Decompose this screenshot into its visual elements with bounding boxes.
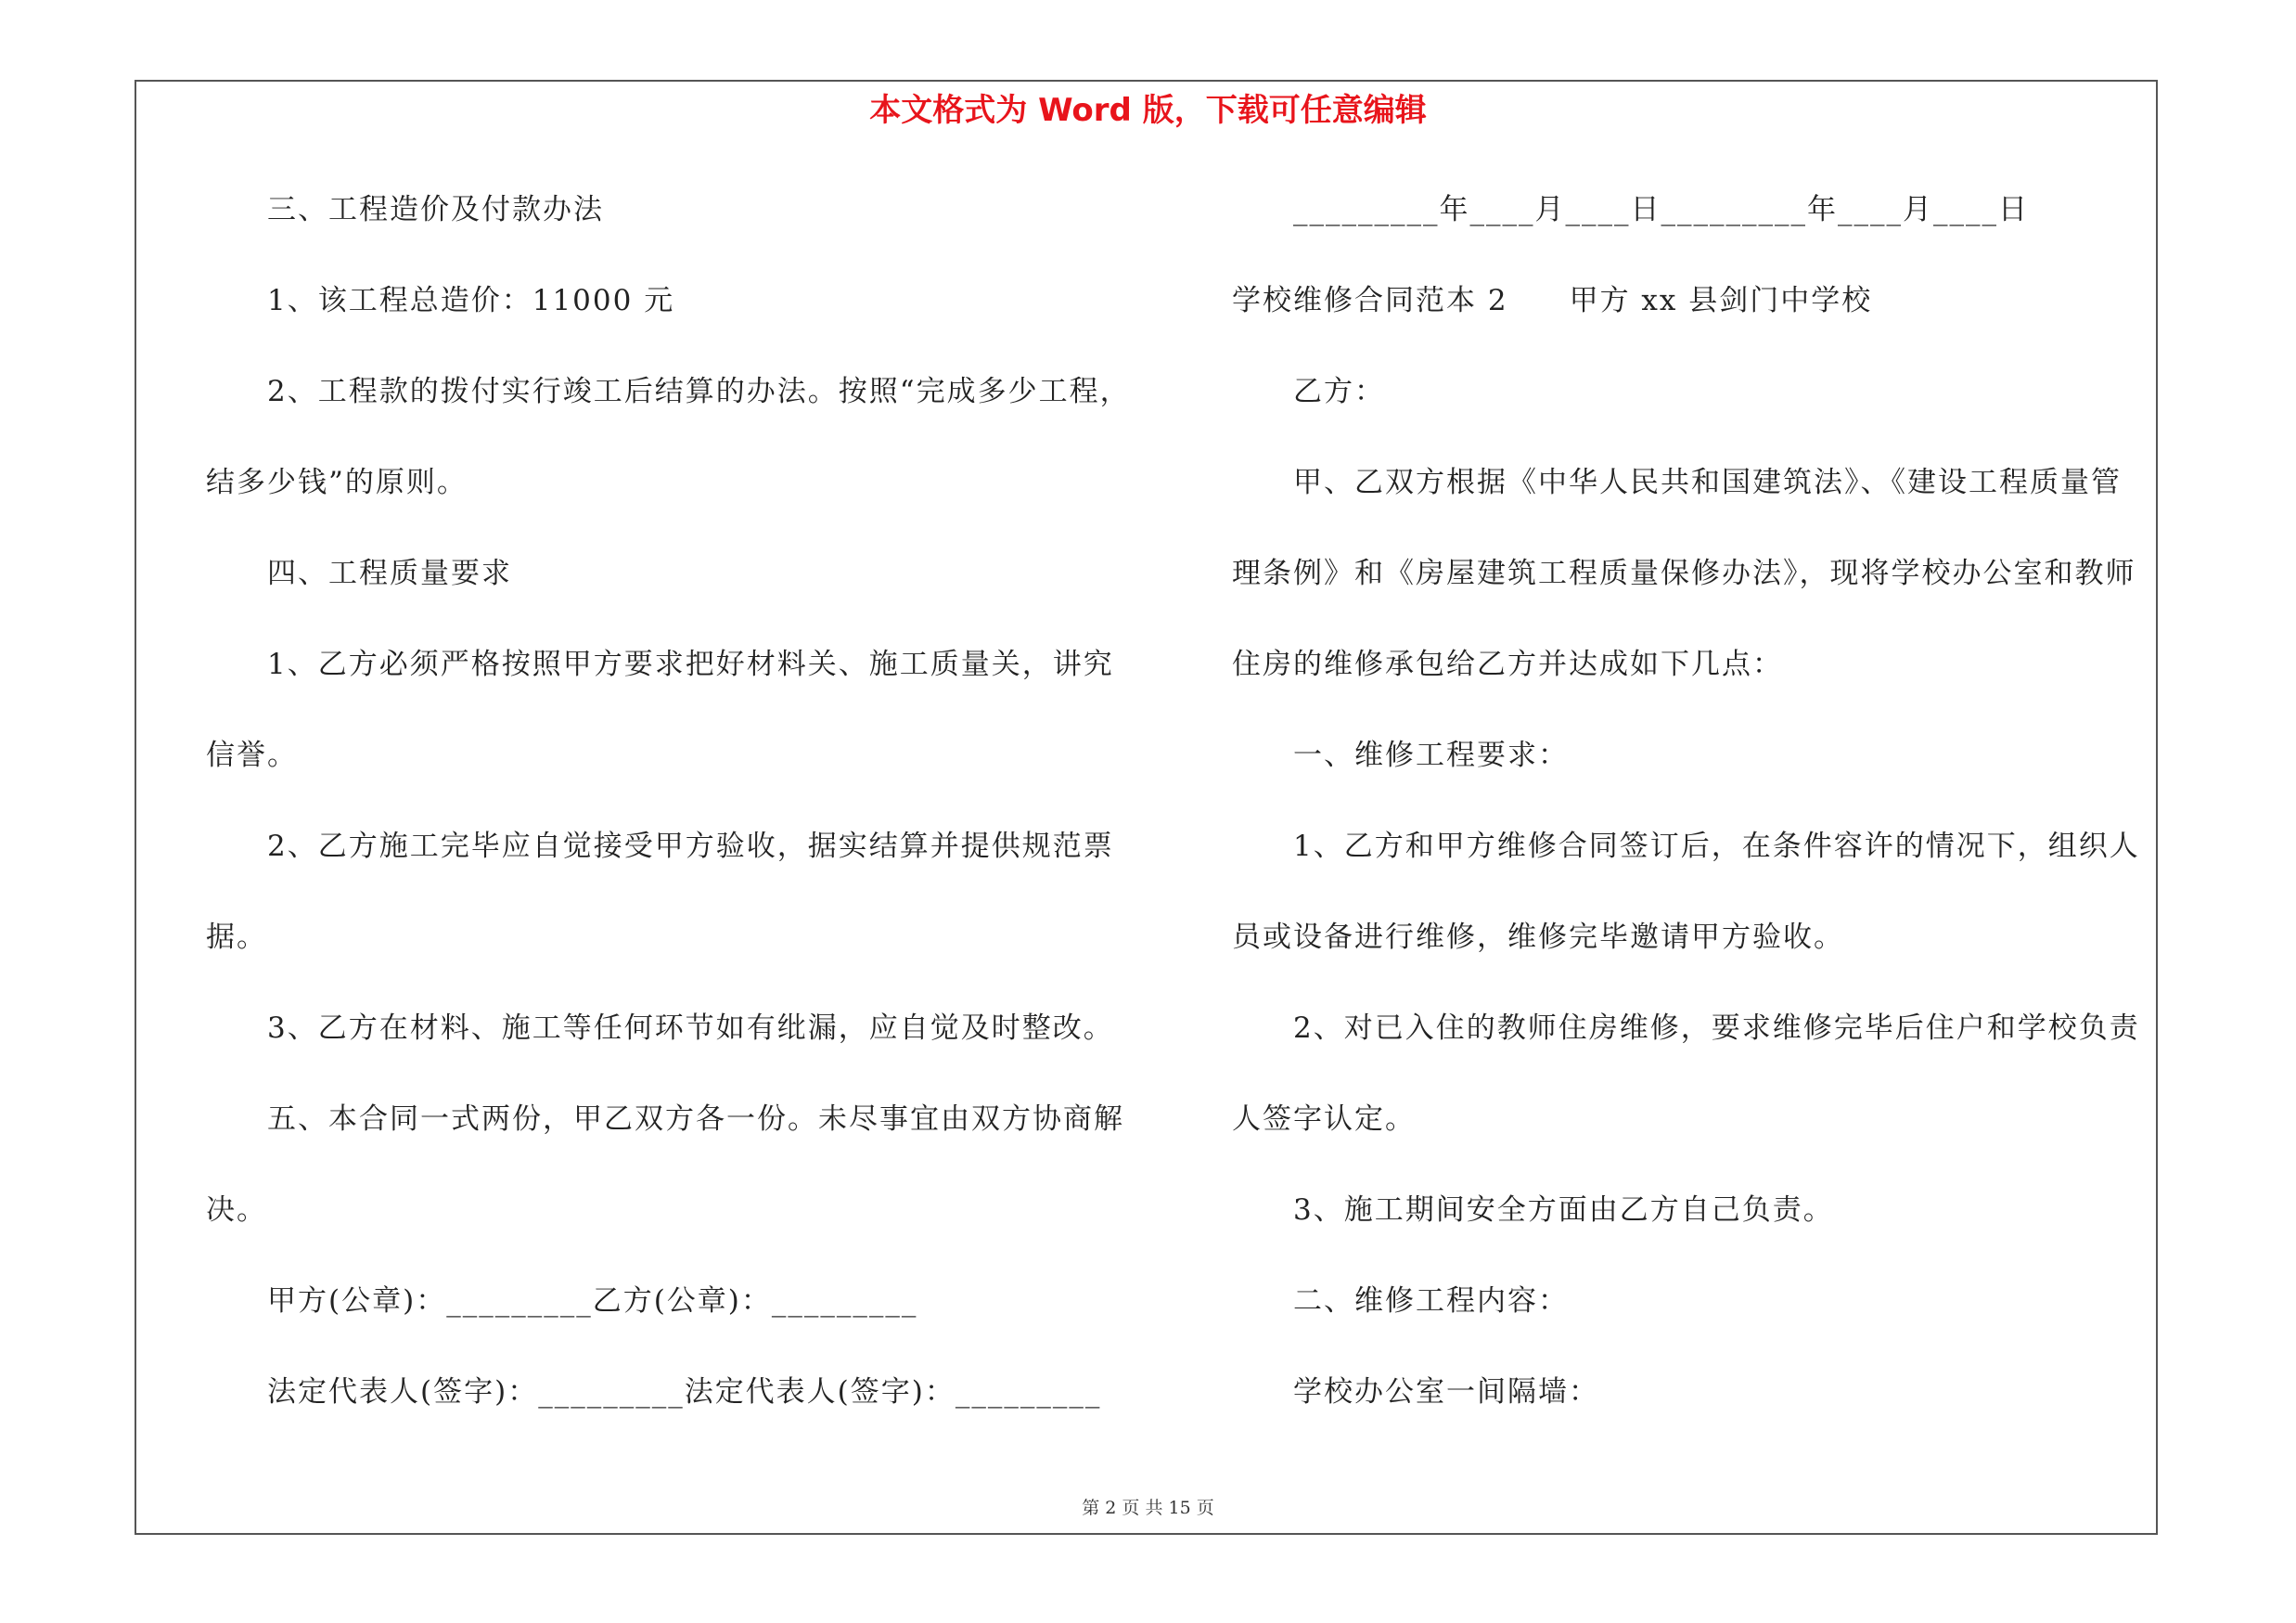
left-column (206, 184, 1143, 1457)
left-paragraph-line: 结多少钱”的原则。 (206, 466, 468, 499)
right-paragraph-line: 员或设备进行维修，维修完毕邀请甲方验收。 (1232, 921, 1844, 954)
left-paragraph-line: 据。 (206, 921, 267, 954)
right-paragraph-line: 理条例》和《房屋建筑工程质量保修办法》，现将学校办公室和教师 (1232, 557, 2136, 590)
left-paragraph-line: 3、乙方在材料、施工等任何环节如有纰漏，应自觉及时整改。 (267, 1011, 1114, 1045)
page-number: 第 2 页 共 15 页 (1082, 1498, 1214, 1518)
left-paragraph-line: 甲方(公章)：_________乙方(公章)：_________ (267, 1284, 918, 1318)
right-paragraph-line: 1、乙方和甲方维修合同签订后，在条件容许的情况下，组织人 (1293, 830, 2140, 863)
left-paragraph-line: 法定代表人(签字)：_________法定代表人(签字)：_________ (267, 1375, 1102, 1409)
left-paragraph-line: 三、工程造价及付款办法 (267, 193, 604, 226)
right-paragraph-line: 一、维修工程要求： (1293, 739, 1569, 772)
right-paragraph-line: 学校办公室一间隔墙： (1293, 1375, 1599, 1409)
left-paragraph-line: 信誉。 (206, 739, 298, 772)
right-paragraph-line: 住房的维修承包给乙方并达成如下几点： (1232, 648, 1783, 681)
right-paragraph-line: 3、施工期间安全方面由乙方自己负责。 (1293, 1193, 1834, 1227)
right-paragraph-line: 甲、乙双方根据《中华人民共和国建筑法》、《建设工程质量管 (1293, 466, 2122, 499)
right-paragraph-line: 人签字认定。 (1232, 1102, 1416, 1136)
right-column (1232, 184, 2150, 1457)
left-paragraph-line: 四、工程质量要求 (267, 557, 512, 590)
left-paragraph-line: 1、乙方必须严格按照甲方要求把好材料关、施工质量关，讲究 (267, 648, 1114, 681)
left-paragraph-line: 1、该工程总造价：11000 元 (267, 284, 675, 317)
right-paragraph-line: 学校维修合同范本 2 甲方 xx 县剑门中学校 (1232, 284, 1873, 317)
left-paragraph-line: 决。 (206, 1193, 267, 1227)
left-paragraph-line: 2、工程款的拨付实行竣工后结算的办法。按照“完成多少工程， (267, 375, 1131, 408)
right-paragraph-line: _________年____月____日_________年____月____日 (1293, 193, 2029, 226)
left-paragraph-line: 2、乙方施工完毕应自觉接受甲方验收，据实结算并提供规范票 (267, 830, 1114, 863)
format-notice-banner: 本文格式为 Word 版，下载可任意编辑 (869, 92, 1427, 129)
right-paragraph-line: 二、维修工程内容： (1293, 1284, 1569, 1318)
right-paragraph-line: 2、对已入住的教师住房维修，要求维修完毕后住户和学校负责 (1293, 1011, 2140, 1045)
right-paragraph-line: 乙方： (1293, 375, 1385, 408)
left-paragraph-line: 五、本合同一式两份，甲乙双方各一份。未尽事宜由双方协商解 (267, 1102, 1124, 1136)
